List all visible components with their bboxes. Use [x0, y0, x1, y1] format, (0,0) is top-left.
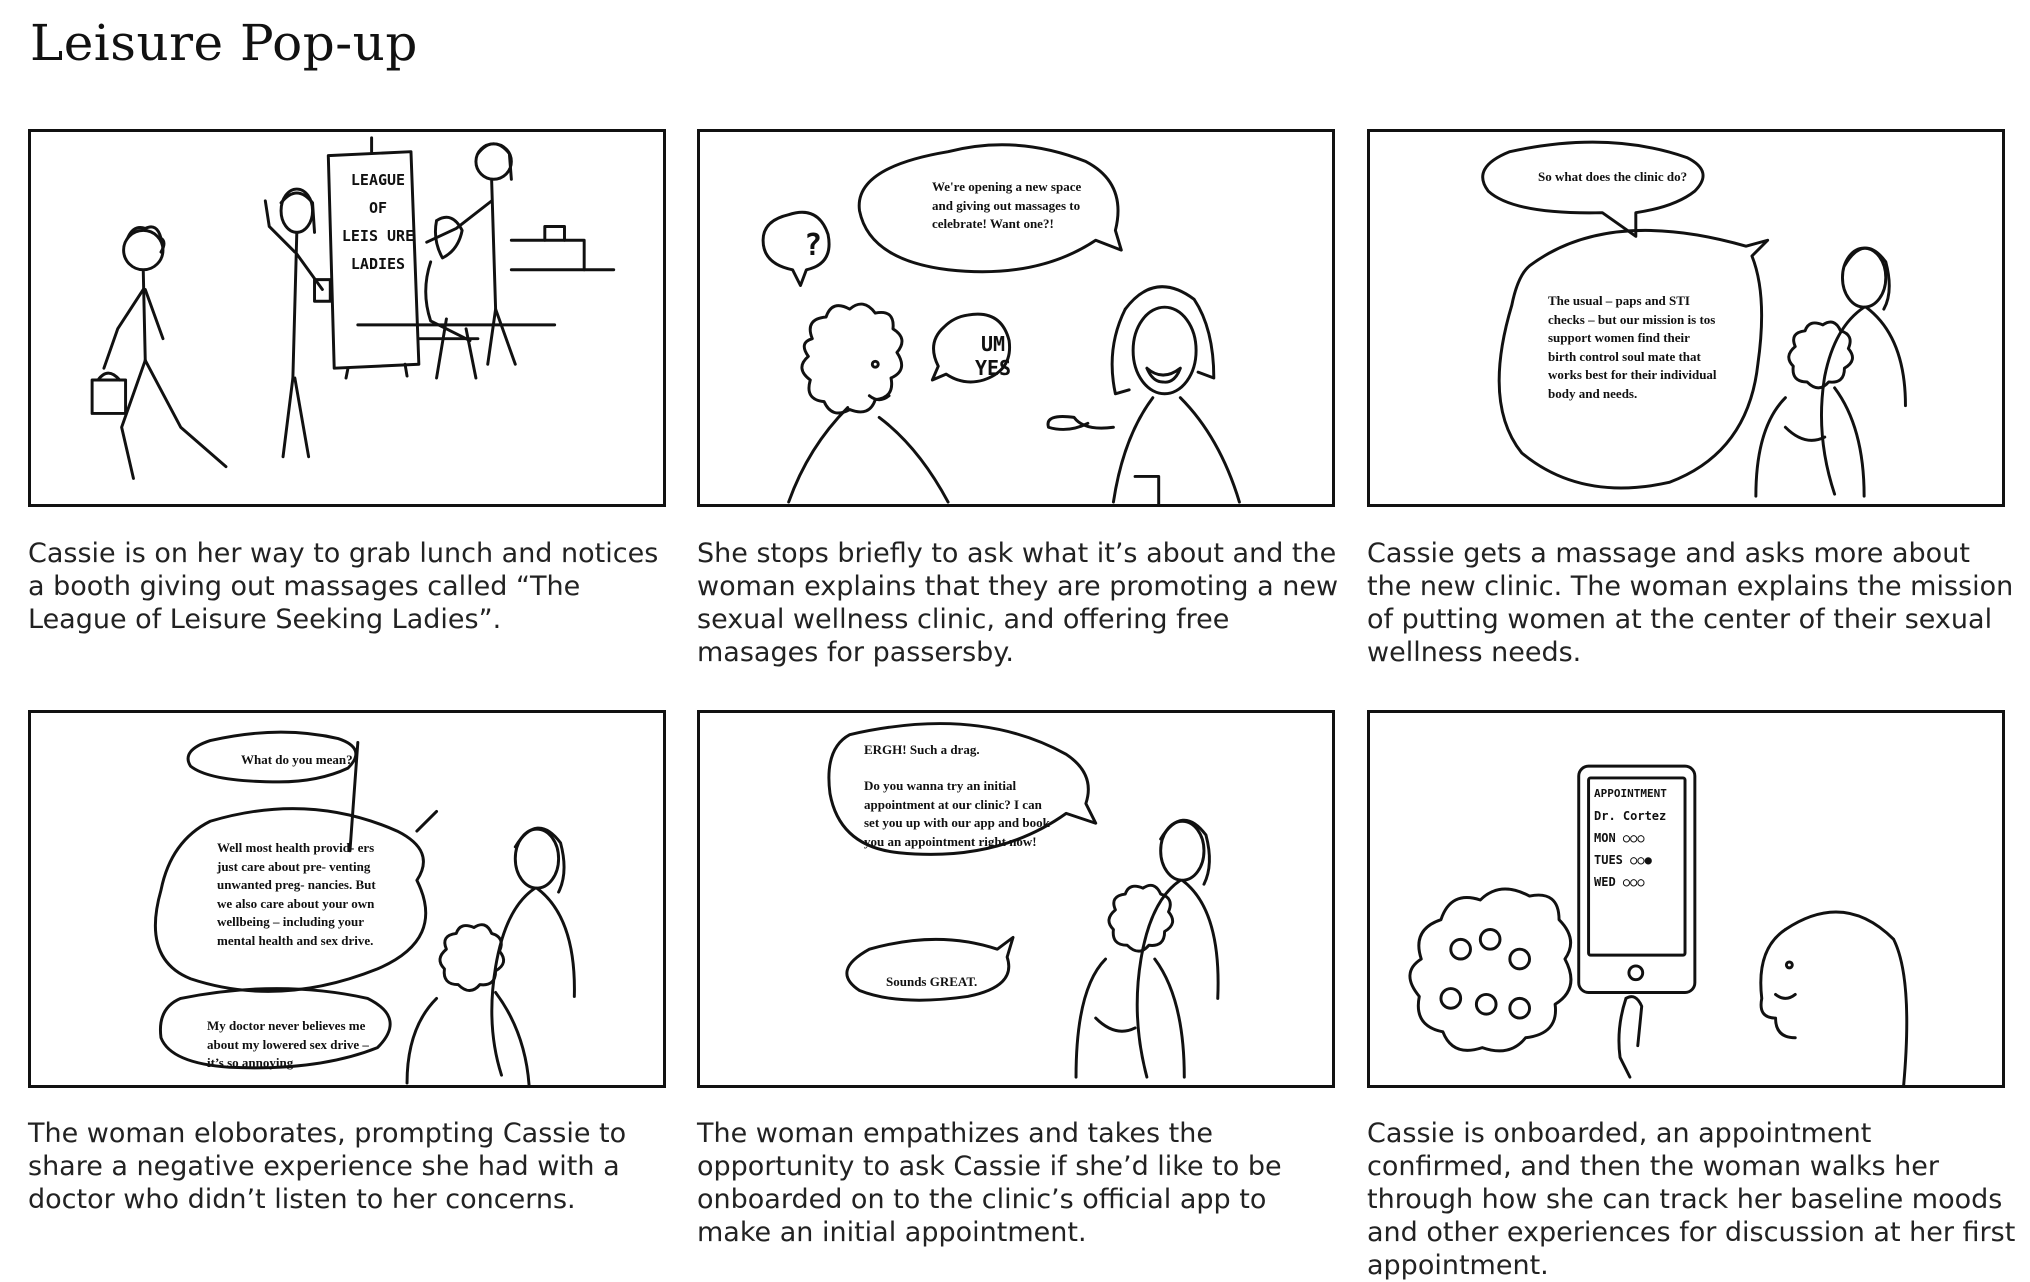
storyboard-panel-4 [28, 710, 666, 1088]
storyboard-panel-5 [697, 710, 1335, 1088]
app-day-label: WED [1594, 875, 1616, 889]
storyboard-panel-2 [697, 129, 1335, 507]
app-day-row-mon[interactable] [1594, 827, 1688, 849]
slot-icons[interactable]: ○○○ [1622, 875, 1645, 889]
speech-bubble-main-line-2: Do you wanna try an initial appointment at our clinic? I can set you up with our app and book you an appointment right now! [864, 778, 1050, 849]
speech-bubble-main: We're opening a new space and giving out massages to celebrate! Want one?! [932, 179, 1082, 231]
panel-2-caption: She stops briefly to ask what it’s about and the woman explains that they are promoting a new sexual wellness clinic, and offering free masages for passersby. [697, 538, 1339, 668]
panel-6-sketch [1370, 713, 2002, 1085]
panel-5-sketch [700, 713, 1332, 1085]
speech-bubble-answer: Well most health provid- ers just care about pre- venting unwanted preg- nancies. But we also care about your own wellbeing – including your mental health and sex drive. [217, 840, 376, 948]
speech-bubble-question: So what does the clinic do? [1538, 169, 1688, 184]
speech-bubble-main-line-1: ERGH! Such a drag. [864, 742, 980, 757]
panel-3-caption: Cassie gets a massage and asks more about the new clinic. The woman explains the mission of putting women at the center of their sexual wellness needs. [1367, 538, 2014, 668]
panel-5-caption: The woman empathizes and takes the opportunity to ask Cassie if she’d like to be onboarded on to the clinic’s official app to make an initial appointment. [697, 1118, 1282, 1248]
app-day-label: MON [1594, 831, 1616, 845]
storyboard-panel-1 [28, 129, 666, 507]
app-screen-doctor: Dr. Cortez [1594, 809, 1667, 823]
sign-line-1: LEAGUE [350, 171, 406, 189]
speech-bubble-reply: My doctor never believes me about my lowered sex drive – it’s so annoying. [207, 1018, 369, 1070]
app-day-row-wed[interactable] [1594, 871, 1688, 893]
storyboard-panel-6 [1367, 710, 2005, 1088]
speech-bubble-question: ? [804, 228, 823, 263]
page-title: Leisure Pop-up [30, 14, 418, 72]
slot-icons[interactable]: ○○● [1630, 853, 1652, 867]
panel-1-caption: Cassie is on her way to grab lunch and notices a booth giving out massages called “The League of Leisure Seeking Ladies”. [28, 538, 659, 635]
speech-bubble-question: What do you mean? [241, 752, 353, 767]
app-day-label: TUES [1594, 853, 1623, 867]
sign-text [333, 166, 423, 278]
speech-bubble-reply: UM YES [974, 332, 1012, 380]
app-screen[interactable] [1594, 783, 1688, 893]
speech-bubble-answer: The usual – paps and STI checks – but our mission is tos support women find their birth control soul mate that works best for their individual body and needs. [1548, 293, 1717, 401]
app-day-row-tues[interactable] [1594, 849, 1688, 871]
panel-4-caption: The woman eloborates, prompting Cassie to share a negative experience she had with a doctor who didn’t listen to her concerns. [28, 1118, 627, 1215]
app-screen-title: APPOINTMENT [1594, 787, 1667, 800]
sign-line-2: OF [368, 199, 388, 217]
sign-line-3: LEIS URE [341, 227, 415, 245]
slot-icons[interactable]: ○○○ [1622, 831, 1645, 845]
speech-bubble-reply: Sounds GREAT. [886, 974, 978, 989]
storyboard-panel-3 [1367, 129, 2005, 507]
panel-6-caption: Cassie is onboarded, an appointment confirmed, and then the woman walks her through how she can track her baseline moods and other experiences for discussion at her first appointment. [1367, 1118, 2016, 1281]
sign-line-4: LADIES [350, 255, 406, 273]
